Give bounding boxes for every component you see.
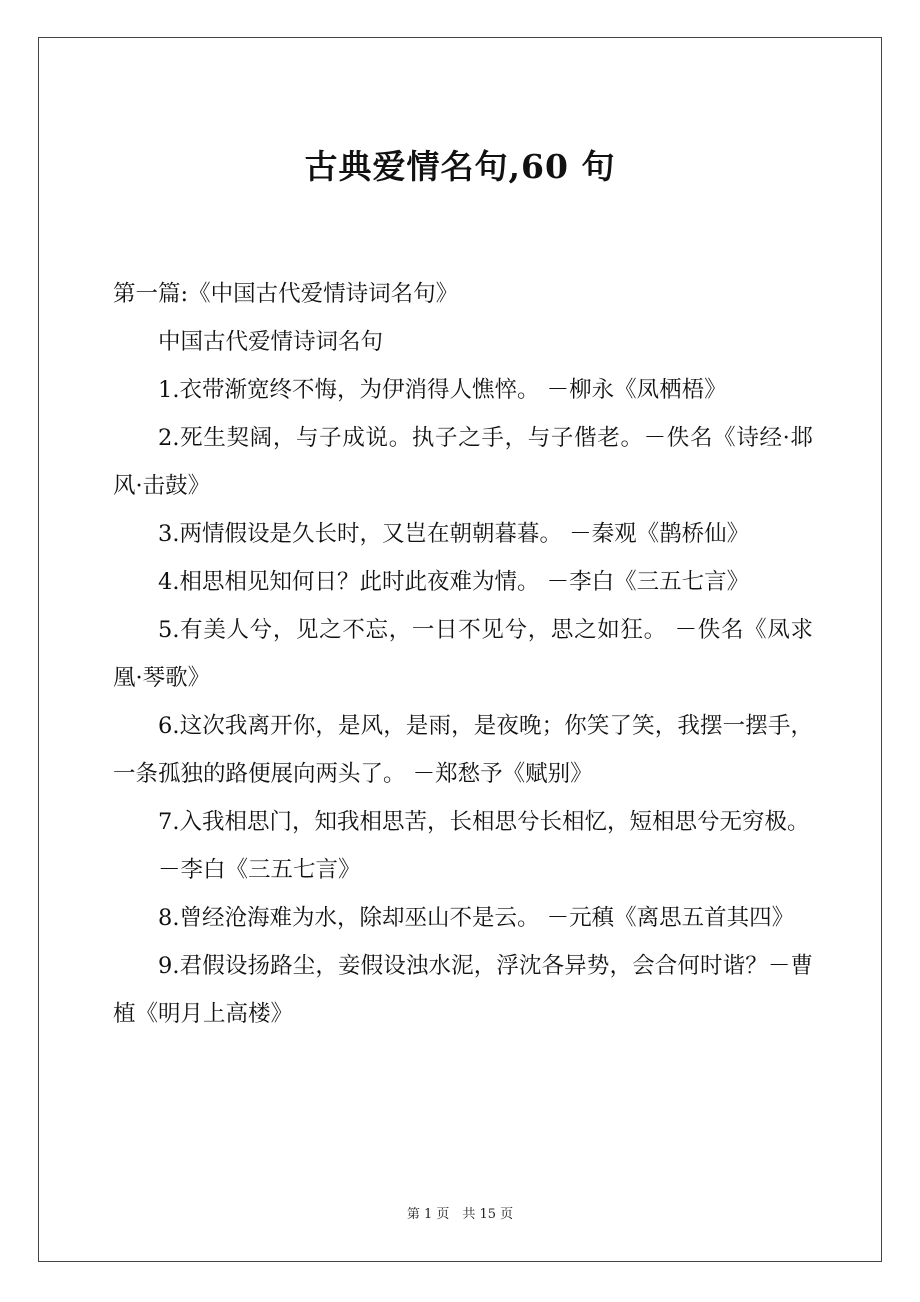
quote-paragraph-2: 2.死生契阔，与子成说。执子之手，与子偕老。－佚名《诗经·邶风·击鼓》 <box>113 425 813 499</box>
quote-paragraph-6: 6.这次我离开你，是风，是雨，是夜晚；你笑了笑，我摆一摆手，一条孤独的路便展向两头了。 －郑愁予《赋别》 <box>113 713 813 787</box>
document-body <box>113 270 813 1038</box>
quote-paragraph-1: 1.衣带渐宽终不悔，为伊消得人憔悴。 －柳永《凤栖梧》 <box>158 377 727 403</box>
section-heading: 第一篇:《中国古代爱情诗词名句》 <box>113 281 459 307</box>
page-number-footer: 第 1 页 共 15 页 <box>406 1207 514 1222</box>
document-title: 古典爱情名句,60 句 <box>304 147 616 186</box>
quote-paragraph-3: 3.两情假设是久长时，又岂在朝朝暮暮。 －秦观《鹊桥仙》 <box>158 521 750 547</box>
quote-paragraph-7: 7.入我相思门，知我相思苦，长相思兮长相忆，短相思兮无穷极。 <box>158 809 810 835</box>
quote-paragraph-4: 4.相思相见知何日？此时此夜难为情。 －李白《三五七言》 <box>158 569 750 595</box>
quote-attribution-7: －李白《三五七言》 <box>158 857 361 883</box>
subtitle: 中国古代爱情诗词名句 <box>158 329 384 355</box>
quote-paragraph-8: 8.曾经沧海难为水，除却巫山不是云。 －元稹《离思五首其四》 <box>158 905 795 931</box>
quote-paragraph-9: 9.君假设扬路尘，妾假设浊水泥，浮沈各异势，会合何时谐？－曹植《明月上高楼》 <box>113 953 813 1027</box>
quote-paragraph-5: 5.有美人兮，见之不忘，一日不见兮，思之如狂。 －佚名《凤求凰·琴歌》 <box>113 617 813 691</box>
